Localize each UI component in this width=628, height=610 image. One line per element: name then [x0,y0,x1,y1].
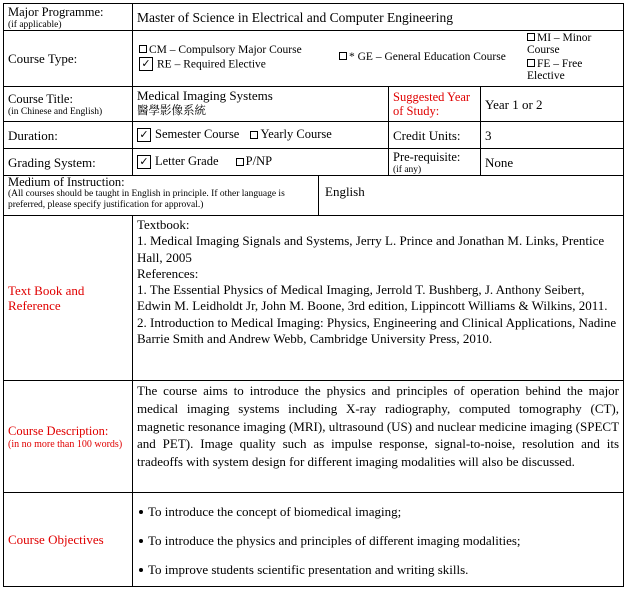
row-major-programme [4,4,624,31]
duration-label: Duration: [4,122,133,149]
objectives-content [133,493,624,587]
prereq-sublabel: (if any) [393,165,422,175]
option-fe[interactable] [527,58,621,82]
suggested-year-value: Year 1 or 2 [481,87,624,122]
textbook-line-heading: Textbook: [137,217,190,232]
option-ge[interactable] [339,51,506,63]
objective-text-3: To improve students scientific presentation and writing skills. [148,562,469,577]
checkbox-letter-grade-checked[interactable]: ✓ [137,155,151,169]
suggested-year-label: Suggested Year of Study: [389,87,481,122]
objectives-list [137,504,619,577]
prereq-label: Pre-requisite: [393,150,461,164]
checkbox-pnp[interactable] [236,158,244,166]
course-title-label-cell [4,87,133,122]
description-label-cell [4,381,133,493]
medium-label: Medium of Instruction: [8,175,125,189]
course-type-options [133,31,624,87]
grading-options [133,149,389,176]
checkbox-ge[interactable] [339,52,347,60]
option-pnp[interactable] [236,154,272,168]
objectives-label: Course Objectives [4,493,133,587]
textbook-content [133,216,624,381]
programme-sublabel: (if applicable) [8,20,62,30]
credit-units-value: 3 [481,122,624,149]
option-mi-label: MI – Minor Course [527,32,592,56]
option-letter-grade[interactable] [137,154,219,168]
programme-value: Master of Science in Electrical and Computer Engineering [133,4,624,31]
checkbox-cm[interactable] [139,45,147,53]
reference-line-2: 2. Introduction to Medical Imaging: Physics, Engineering and Clinical Applications, Nadine Barrie Smith and Andrew Webb, Cambridge University Press, 2010. [137,314,617,347]
course-title-sublabel: (in Chinese and English) [8,107,103,117]
row-description [4,381,624,493]
option-mi[interactable] [527,32,621,56]
row-medium [4,176,624,216]
course-title-chinese: 醫學影像系統 [137,103,206,117]
objective-item [137,562,619,577]
programme-label-cell [4,4,133,31]
objective-text-1: To introduce the concept of biomedical imaging; [148,504,402,519]
bullet-icon [139,510,143,514]
reference-line-1: 1. The Essential Physics of Medical Imaging, Jerrold T. Bushberg, J. Anthony Seibert, Edwin M. Leidholdt Jr, John M. Boone, 3rd edition, Lippincott Williams & Wilkins, 2011. [137,282,608,314]
checkbox-re-checked[interactable]: ✓ [139,57,153,71]
prereq-value: None [481,149,624,176]
checkbox-yearly[interactable] [250,131,258,139]
option-re[interactable] [139,58,266,72]
textbook-label: Text Book and Reference [4,216,133,381]
grading-label: Grading System: [4,149,133,176]
option-cm-label: CM – Compulsory Major Course [149,44,302,56]
checkbox-mi[interactable] [527,33,535,41]
medium-note: (All courses should be taught in English in principle. If other language is preferred, please specify justification for approval.) [8,189,285,210]
checkbox-semester-checked[interactable]: ✓ [137,128,151,142]
option-fe-label: FE – Free Elective [527,58,583,82]
programme-label: Major Programme: [8,5,104,19]
prereq-label-cell [389,149,481,176]
option-yearly-label: Yearly Course [260,127,332,142]
option-semester-label: Semester Course [155,127,240,142]
course-title-english: Medical Imaging Systems [137,88,273,103]
row-objectives [4,493,624,587]
row-duration [4,122,624,149]
course-type-label: Course Type: [4,31,133,87]
course-form-table [3,3,624,587]
description-sublabel: (in no more than 100 words) [8,438,123,450]
row-grading [4,149,624,176]
credit-units-label: Credit Units: [389,122,481,149]
description-label: Course Description: [8,423,109,438]
textbook-line-1: 1. Medical Imaging Signals and Systems, Jerry L. Prince and Jonathan M. Links, Prentice Hall, 2005 [137,233,605,265]
option-re-label: RE – Required Elective [157,58,266,71]
duration-options [133,122,389,149]
medium-value: English [319,176,624,216]
bullet-icon [139,539,143,543]
row-textbook [4,216,624,381]
checkbox-fe[interactable] [527,59,535,67]
option-pnp-label: P/NP [245,154,273,169]
course-title-label: Course Title: [8,92,73,106]
references-heading: References: [137,265,199,281]
description-text: The course aims to introduce the physics and principles of operation behind the major medical imaging systems including X-ray radiography, computed tomography (CT), magnetic resonance imaging (MRI), ultrasound (US) and nuclear medicine imaging (SPECT and PET). Image quality such as impulse response, signal-to-noise, resolution and its tradeoffs with system design for different imaging modalities will also be discussed. [133,381,624,493]
option-ge-label: * GE – General Education Course [349,51,506,63]
option-cm[interactable] [139,44,302,56]
objective-text-2: To introduce the physics and principles of different imaging modalities; [148,533,521,548]
objective-item [137,504,619,519]
bullet-icon [139,568,143,572]
row-course-title [4,87,624,122]
course-title-value-cell [133,87,389,122]
option-semester[interactable] [137,127,239,141]
row-course-type [4,31,624,87]
objective-item [137,533,619,548]
option-letter-grade-label: Letter Grade [155,154,219,169]
option-yearly[interactable] [250,127,331,141]
medium-label-cell [4,176,319,216]
